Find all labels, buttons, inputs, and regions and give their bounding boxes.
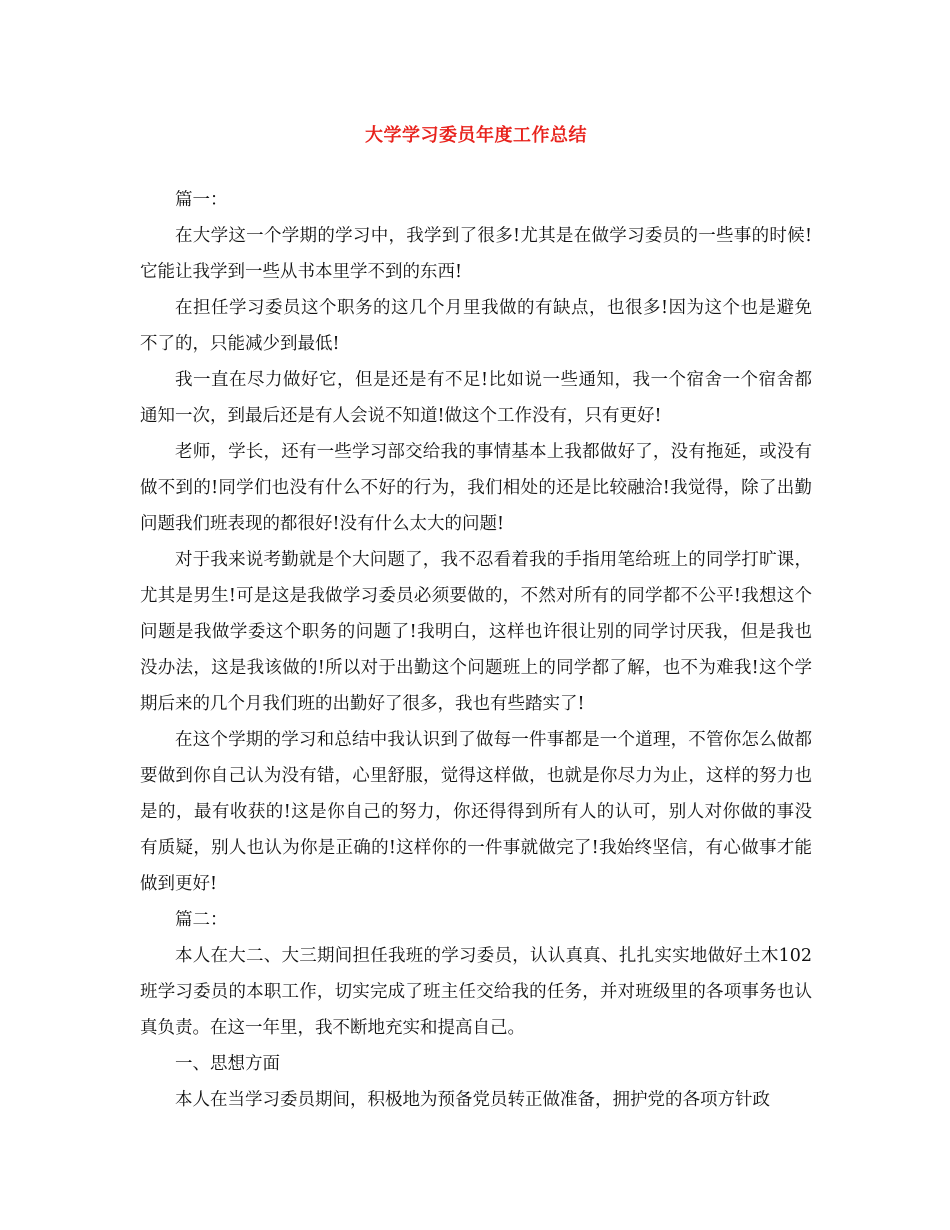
section-heading: 篇一： <box>175 190 228 210</box>
paragraph: 本人在大二、大三期间担任我班的学习委员，认认真真、扎扎实实地做好土木102班学习委员的本职工作，切实完成了班主任交给我的任务，并对班级里的各项事务也认真负责。在这一年里，我不断地充实和提高自己。 <box>140 946 812 1038</box>
paragraph: 本人在当学习委员期间，积极地为预备党员转正做准备，拥护党的各项方针政 <box>175 1090 770 1110</box>
paragraph: 在这个学期的学习和总结中我认识到了做每一件事都是一个道理，不管你怎么做都要做到你自己认为没有错，心里舒服，觉得这样做，也就是你尽力为止，这样的努力也是的，最有收获的!这是你自己的努力，你还得得到所有人的认可，别人对你做的事没有质疑，别人也认为你是正确的!这样你的一件事就做完了!我始终坚信，有心做事才能做到更好! <box>140 730 812 894</box>
subsection-heading: 一、思想方面 <box>175 1054 280 1074</box>
paragraph: 我一直在尽力做好它，但是还是有不足!比如说一些通知，我一个宿舍一个宿舍都通知一次，到最后还是有人会说不知道!做这个工作没有，只有更好! <box>140 370 812 426</box>
document-body <box>140 182 812 1118</box>
section-heading: 篇二： <box>175 910 228 930</box>
document-title: 大学学习委员年度工作总结 <box>365 125 587 146</box>
paragraph: 在担任学习委员这个职务的这几个月里我做的有缺点，也很多!因为这个也是避免不了的，只能减少到最低! <box>140 298 812 354</box>
paragraph: 老师，学长，还有一些学习部交给我的事情基本上我都做好了，没有拖延，或没有做不到的!同学们也没有什么不好的行为，我们相处的还是比较融洽!我觉得，除了出勤问题我们班表现的都很好!没有什么太大的问题! <box>140 442 812 534</box>
paragraph: 对于我来说考勤就是个大问题了，我不忍看着我的手指用笔给班上的同学打旷课，尤其是男生!可是这是我做学习委员必须要做的，不然对所有的同学都不公平!我想这个问题是我做学委这个职务的问题了!我明白，这样也许很让别的同学讨厌我，但是我也没办法，这是我该做的!所以对于出勤这个问题班上的同学都了解，也不为难我!这个学期后来的几个月我们班的出勤好了很多，我也有些踏实了! <box>140 550 812 714</box>
paragraph: 在大学这一个学期的学习中，我学到了很多!尤其是在做学习委员的一些事的时候!它能让我学到一些从书本里学不到的东西! <box>140 226 812 282</box>
